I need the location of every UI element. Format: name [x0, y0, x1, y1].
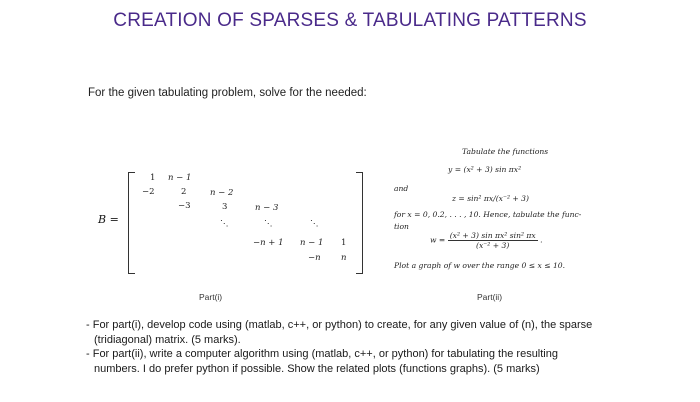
equation-y: y = (x² + 3) sin πx²	[448, 165, 522, 174]
matrix-entry: 3	[222, 202, 228, 212]
equation-w-numerator: (x² + 3) sin πx² sin² πx	[449, 231, 536, 240]
instructions	[86, 318, 646, 376]
matrix-left-bracket	[128, 172, 135, 274]
matrix-b	[98, 168, 378, 278]
matrix-entry: n − 2	[210, 188, 234, 198]
tabulate-heading: Tabulate the functions	[462, 147, 549, 156]
equation-w-fraction	[448, 231, 538, 250]
matrix-label: B =	[98, 213, 119, 226]
range-text: for x = 0, 0.2, . . . , 10. Hence, tabulate the func-	[394, 210, 582, 219]
matrix-entry: n	[341, 253, 347, 263]
bullet-part-i-cont: (tridiagonal) matrix. (5 marks).	[94, 333, 241, 346]
and-text: and	[394, 184, 409, 193]
matrix-entry: ⋱	[220, 219, 229, 229]
equation-w-denominator: (x⁻² + 3)	[476, 241, 510, 250]
matrix-entry: n − 1	[168, 173, 192, 183]
equation-w-period: .	[540, 235, 543, 245]
matrix-entry: −n	[308, 253, 321, 263]
equation-w	[430, 231, 543, 250]
bullet-part-ii: - For part(ii), write a computer algorithm using (matlab, c++, or python) for tabulating the resulting	[86, 348, 558, 360]
matrix-right-bracket	[356, 172, 363, 274]
matrix-entry: 2	[181, 187, 187, 197]
equation-z: z = sin² πx/(x⁻² + 3)	[452, 194, 529, 203]
page-title: CREATION OF SPARSES & TABULATING PATTERNS	[113, 10, 587, 31]
part-i-label: Part(i)	[199, 292, 223, 302]
matrix-entry: −3	[178, 201, 191, 211]
intro-text: For the given tabulating problem, solve for the needed:	[88, 87, 367, 99]
matrix-entry: 1	[341, 238, 347, 248]
matrix-entry: ⋱	[310, 219, 319, 229]
matrix-entry: −2	[142, 187, 155, 197]
range-text-cont: tion	[394, 222, 409, 231]
bullet-part-ii-cont: numbers. I do prefer python if possible. Show the related plots (functions graphs). (5 marks)	[94, 362, 540, 375]
matrix-entry: n − 1	[300, 238, 324, 248]
matrix-entry: n − 3	[255, 203, 279, 213]
plot-instruction: Plot a graph of w over the range 0 ≤ x ≤ 10.	[394, 261, 566, 270]
matrix-entry: −n + 1	[253, 238, 284, 248]
part-ii-label: Part(ii)	[477, 292, 503, 302]
matrix-entry: 1	[150, 173, 156, 183]
equation-w-lhs: w =	[430, 235, 446, 245]
matrix-entry: ⋱	[264, 219, 273, 229]
bullet-part-i: - For part(i), develop code using (matlab, c++, or python) to create, for any given value of (n), the sparse	[86, 319, 593, 331]
